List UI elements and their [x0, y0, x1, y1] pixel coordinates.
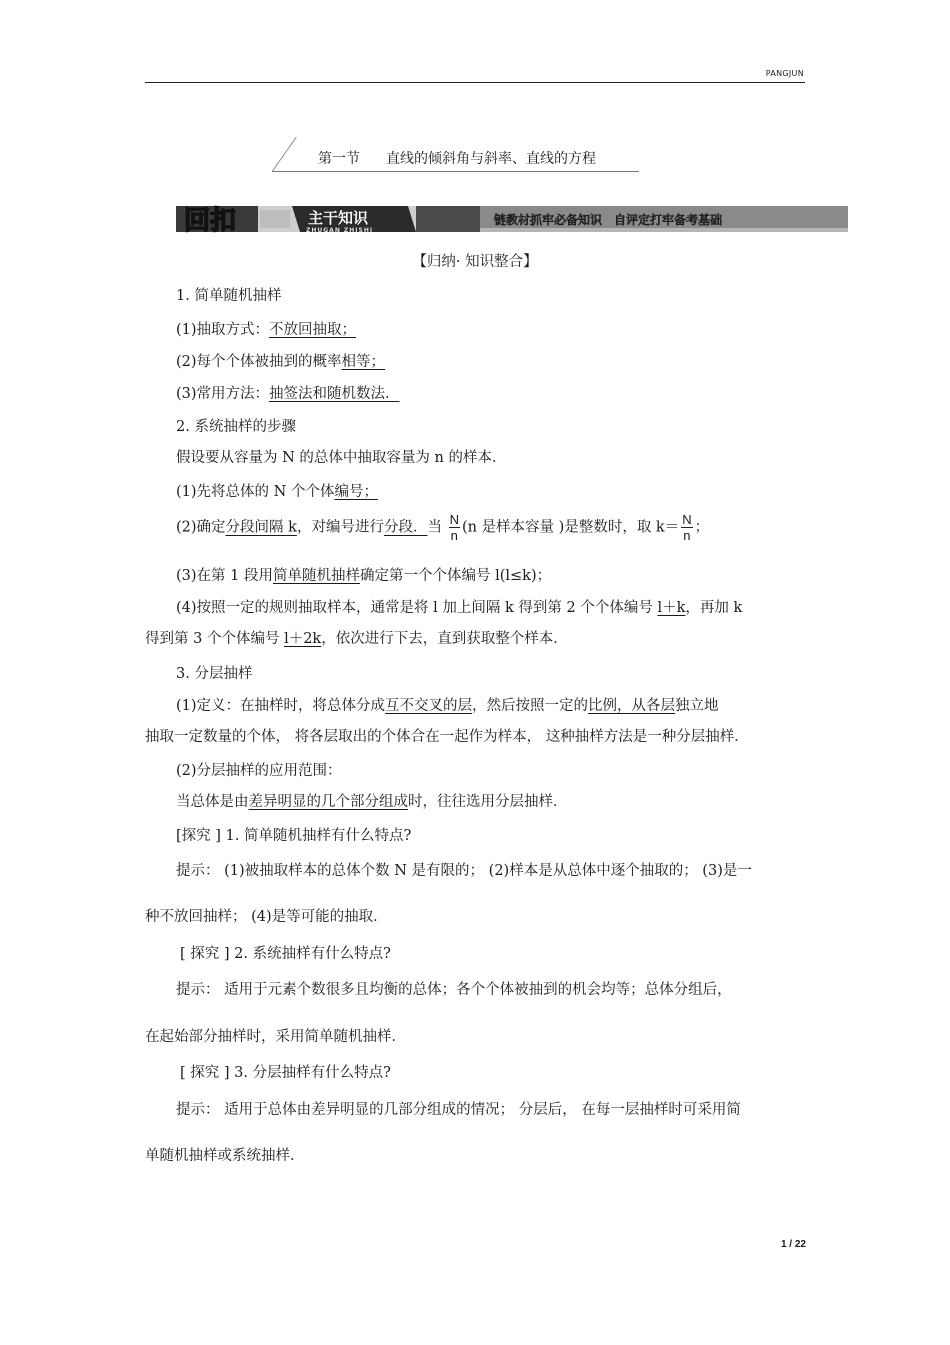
answer-blank: 差异明显的几个部分组成	[248, 794, 408, 810]
page-number: 1 / 22	[780, 1239, 806, 1250]
heading-stratified: 3. 分层抽样	[176, 666, 253, 682]
section-title-decoration	[272, 137, 321, 171]
knowledge-banner	[176, 204, 848, 238]
explore-answer-1-cont: 种不放回抽样； (4)是等可能的抽取．	[145, 909, 388, 925]
answer-blank: l＋k	[657, 600, 686, 616]
explore-answer-1: 提示： (1)被抽取样本的总体个数 N 是有限的； (2)样本是从总体中逐个抽取的； (3)是一	[176, 863, 752, 879]
text-line: (4)按照一定的规则抽取样本，通常是将 l 加上间隔 k 得到第 2 个个体编号 l＋k，再加 k	[176, 600, 743, 616]
explore-question-2: [ 探究 ] 2. 系统抽样有什么特点?	[180, 946, 391, 962]
section-title-underline	[272, 171, 639, 172]
text-line: (3)常用方法：抽签法和随机数法．	[176, 386, 400, 402]
explore-answer-2-cont: 在起始部分抽样时，采用简单随机抽样．	[145, 1029, 406, 1045]
explore-question-1: [探究 ] 1. 简单随机抽样有什么特点?	[176, 828, 412, 844]
banner-tag: 主干知识	[308, 209, 369, 227]
answer-blank: 不放回抽取；	[269, 322, 357, 338]
fraction-n-over-n: $\frac{N}{n}$	[449, 512, 459, 543]
text-line: (1)先将总体的 N 个个体编号；	[176, 484, 378, 500]
fraction-n-over-n: $\frac{N}{n}$	[682, 512, 692, 543]
explore-answer-2: 提示： 适用于元素个数很多且均衡的总体；各个个体被抽到的机会均等；总体分组后，	[176, 982, 732, 998]
heading-systematic: 2. 系统抽样的步骤	[176, 419, 296, 435]
answer-blank: l＋2k	[284, 631, 322, 647]
text-line: (1)定义：在抽样时，将总体分成互不交叉的层，然后按照一定的比例，从各层独立地	[176, 698, 719, 714]
explore-answer-3-cont: 单随机抽样或系统抽样．	[145, 1148, 305, 1164]
header-rule	[145, 82, 805, 83]
banner-main: 回扣	[184, 206, 237, 236]
text-line: 得到第 3 个个体编号 l＋2k，依次进行下去，直到获取整个样本．	[145, 631, 568, 647]
heading-simple-random: 1. 简单随机抽样	[176, 288, 282, 304]
text-line: (3)在第 1 段用简单随机抽样确定第一个个体编号 l(l≤k)；	[176, 568, 552, 584]
header-brand: PANGJUN	[765, 69, 804, 78]
banner-slogan: 链教材抓牢必备知识 自评定打牢备考基础	[494, 213, 723, 227]
text-line: (2)确定分段间隔 k，对编号进行分段．当 $\frac{N}{n}$ (n 是样本容量 )是整数时，取 k＝ $\frac{N}{n}$ ；	[176, 512, 710, 543]
section-number: 第一节	[318, 151, 360, 167]
answer-blank: 分段间隔 k	[225, 519, 297, 536]
text-line: 抽取一定数量的个体， 将各层取出的个体合在一起作为样本， 这种抽样方法是一种分层抽样．	[145, 729, 749, 745]
answer-blank: 简单随机抽样	[272, 568, 360, 584]
section-name: 直线的倾斜角与斜率、直线的方程	[386, 151, 596, 167]
answer-blank: 分段．	[383, 519, 428, 536]
section-title	[318, 148, 596, 168]
explore-answer-3: 提示： 适用于总体由差异明显的几部分组成的情况； 分层后， 在每一层抽样时可采用简	[176, 1102, 741, 1118]
answer-blank: 相等；	[341, 354, 386, 370]
answer-blank: 抽签法和随机数法．	[269, 386, 400, 402]
text-line: 当总体是由差异明显的几个部分组成时，往往选用分层抽样．	[176, 794, 568, 810]
subheading: 【归纳· 知识整合】	[412, 254, 538, 270]
answer-blank: 编号；	[334, 484, 378, 500]
text-line: 假设要从容量为 N 的总体中抽取容量为 n 的样本．	[176, 450, 507, 466]
answer-blank: 互不交叉的层	[385, 698, 473, 714]
banner-tag-pinyin: ZHUGAN ZHISHI	[306, 227, 374, 234]
answer-blank: 比例，从各层	[588, 698, 676, 714]
text-line: (1)抽取方式：不放回抽取；	[176, 322, 357, 338]
text-line: (2)每个个体被抽到的概率相等；	[176, 354, 386, 370]
text-line: (2)分层抽样的应用范围：	[176, 763, 342, 779]
explore-question-3: [ 探究 ] 3. 分层抽样有什么特点?	[180, 1065, 391, 1081]
